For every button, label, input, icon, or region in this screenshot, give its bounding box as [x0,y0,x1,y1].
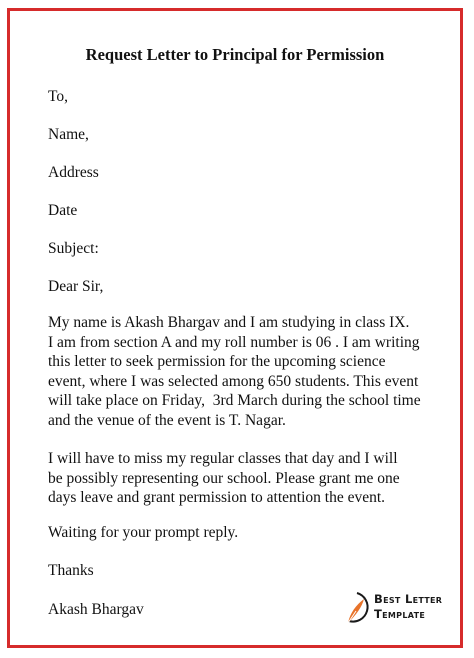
paragraph-line: event, where I was selected among 650 students. This event [48,372,419,390]
paragraph-line: and the venue of the event is T. Nagar. [48,411,286,429]
paragraph-line: this letter to seek permission for the upcoming science [48,353,386,371]
best-letter-template-logo [344,589,456,629]
logo-line-2: Template [374,607,426,621]
thanks-line: Thanks [48,562,94,579]
paragraph-line: I am from section A and my roll number is 06 . I am writing [48,333,420,351]
paragraph-line: days leave and grant permission to attention the event. [48,489,386,507]
letter-title: Request Letter to Principal for Permission [85,45,385,64]
signature: Akash Bhargav [48,601,144,618]
recipient-to: To, [48,88,69,105]
letter-sheet [7,8,463,648]
logo-text [374,592,442,622]
salutation: Dear Sir, [48,278,104,295]
paragraph-line: will take place on Friday, 3rd March during the school time [48,392,421,410]
closing-line: Waiting for your prompt reply. [48,524,239,541]
paragraph-line: be possibly representing our school. Please grant me one [48,469,400,487]
letter-date: Date [48,202,78,219]
logo-line-1: Best Letter [374,592,443,606]
recipient-name: Name, [48,126,89,143]
letter-subject: Subject: [48,240,99,257]
paragraph-line: I will have to miss my regular classes that day and I will [48,450,398,467]
body-paragraph-2 [48,449,400,508]
body-paragraph-1 [48,313,421,431]
quill-pen-icon [344,591,370,627]
recipient-address: Address [48,164,99,181]
paragraph-line: My name is Akash Bhargav and I am studying in class IX. [48,314,410,331]
